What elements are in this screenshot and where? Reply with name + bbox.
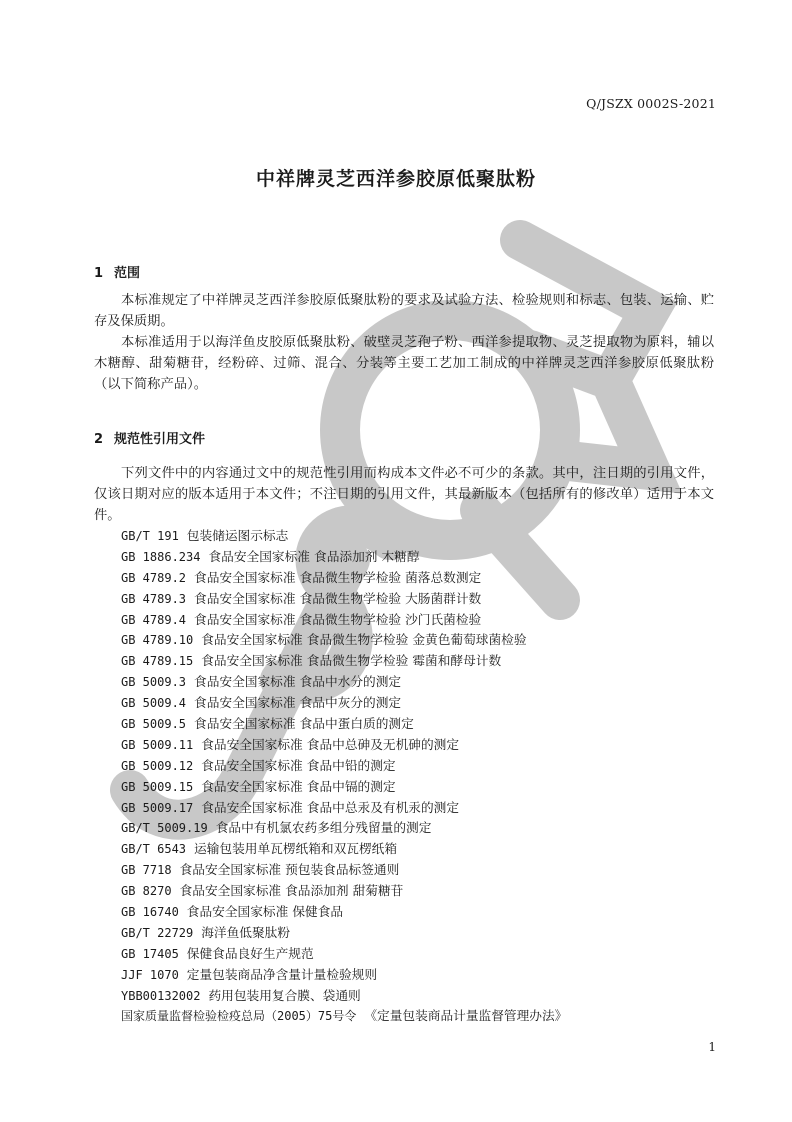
reference-code: GB 17405 [121, 946, 179, 961]
section-number: 1 [94, 266, 104, 281]
reference-code: GB/T 191 [121, 529, 179, 543]
reference-item [121, 839, 567, 860]
reference-title: 食品安全国家标准 食品中镉的测定 [201, 778, 396, 794]
reference-title: 食品安全国家标准 食品微生物学检验 菌落总数测定 [194, 569, 482, 585]
document-title: 中祥牌灵芝西洋参胶原低聚肽粉 [255, 168, 536, 190]
reference-item [121, 798, 567, 819]
reference-item [121, 610, 567, 631]
reference-code: GB 5009.3 [121, 675, 187, 690]
reference-title: 食品安全国家标准 食品添加剂 甜菊糖苷 [179, 883, 404, 899]
reference-title: 食品安全国家标准 食品微生物学检验 大肠菌群计数 [194, 590, 482, 606]
reference-code: 国家质量监督检验检疫总局（2005）75号令 [121, 1009, 357, 1024]
reference-code: GB/T 5009.19 [121, 821, 208, 836]
reference-title: 食品中有机氯农药多组分残留量的测定 [215, 820, 432, 836]
reference-code: JJF 1070 [121, 967, 179, 982]
reference-item [121, 902, 567, 923]
reference-item [121, 944, 567, 965]
reference-title: 食品安全国家标准 食品微生物学检验 金黄色葡萄球菌检验 [201, 632, 527, 648]
section-2-heading [94, 428, 205, 447]
reference-item [121, 630, 567, 651]
reference-title: 保健食品良好生产规范 [186, 945, 314, 961]
reference-item [121, 965, 567, 986]
reference-code: GB 5009.12 [121, 758, 194, 773]
reference-title: 食品安全国家标准 食品微生物学检验 沙门氏菌检验 [194, 611, 482, 627]
reference-item [121, 1006, 567, 1027]
section-1-heading [94, 262, 140, 281]
reference-item [121, 526, 567, 547]
reference-title: 药用包装用复合膜、袋通则 [208, 987, 361, 1003]
reference-code: GB 4789.10 [121, 633, 194, 648]
reference-item [121, 735, 567, 756]
reference-item [121, 589, 567, 610]
reference-title: 食品安全国家标准 保健食品 [186, 904, 344, 920]
section-title: 规范性引用文件 [114, 432, 206, 447]
reference-title: 《定量包装商品计量监督管理办法》 [364, 1008, 568, 1024]
section-1-paragraph-1: 本标准规定了中祥牌灵芝西洋参胶原低聚肽粉的要求及试验方法、检验规则和标志、包装、运输、贮存及保质期。 [94, 293, 714, 329]
reference-title: 食品安全国家标准 食品中水分的测定 [194, 674, 402, 690]
reference-item [121, 881, 567, 902]
reference-title: 食品安全国家标准 食品微生物学检验 霉菌和酵母计数 [201, 653, 502, 669]
page-number: 1 [708, 1040, 716, 1054]
section-1-paragraph-2: 本标准适用于以海洋鱼皮胶原低聚肽粉、破壁灵芝孢子粉、西洋参提取物、灵芝提取物为原料，辅以木糖醇、甜菊糖苷，经粉碎、过筛、混合、分装等主要工艺加工制成的中祥牌灵芝西洋参胶原低聚肽粉（以下简称产品）。 [94, 335, 714, 392]
reference-title: 运输包装用单瓦楞纸箱和双瓦楞纸箱 [194, 841, 398, 857]
reference-list [121, 526, 567, 1027]
reference-title: 食品安全国家标准 食品中铅的测定 [201, 757, 396, 773]
reference-item [121, 756, 567, 777]
reference-code: GB 4789.4 [121, 612, 187, 627]
reference-code: GB 8270 [121, 884, 172, 899]
reference-item [121, 777, 567, 798]
reference-item [121, 714, 567, 735]
reference-title: 食品安全国家标准 食品中蛋白质的测定 [194, 716, 414, 732]
standard-code: Q/JSZX 0002S-2021 [586, 96, 716, 111]
reference-item [121, 818, 567, 839]
reference-title: 食品安全国家标准 食品中总砷及无机砷的测定 [201, 736, 460, 752]
reference-item [121, 986, 567, 1007]
reference-code: GB 4789.15 [121, 654, 194, 669]
reference-title: 包装储运图示标志 [186, 528, 289, 543]
reference-code: GB 1886.234 [121, 549, 201, 564]
reference-title: 海洋鱼低聚肽粉 [201, 924, 291, 940]
reference-code: GB 16740 [121, 905, 179, 920]
reference-title: 食品安全国家标准 食品中总汞及有机汞的测定 [201, 799, 460, 815]
section-2-paragraph-1: 下列文件中的内容通过文中的规范性引用而构成本文件必不可少的条款。其中，注日期的引用文件，仅该日期对应的版本适用于本文件；不注日期的引用文件，其最新版本（包括所有的修改单）适用于本文件。 [94, 466, 714, 523]
reference-code: GB/T 6543 [121, 842, 187, 857]
reference-item [121, 923, 567, 944]
reference-item [121, 547, 567, 568]
reference-title: 定量包装商品净含量计量检验规则 [186, 966, 378, 982]
reference-code: GB 5009.5 [121, 717, 187, 732]
section-title: 范围 [114, 266, 141, 281]
reference-item [121, 651, 567, 672]
reference-item [121, 693, 567, 714]
reference-code: GB 4789.2 [121, 570, 187, 585]
reference-code: GB 5009.17 [121, 800, 194, 815]
reference-code: GB 5009.11 [121, 737, 194, 752]
reference-code: GB 7718 [121, 863, 172, 878]
reference-title: 食品安全国家标准 食品添加剂 木糖醇 [208, 548, 420, 564]
reference-code: GB 5009.15 [121, 779, 194, 794]
reference-item [121, 568, 567, 589]
section-number: 2 [94, 432, 104, 447]
reference-code: GB/T 22729 [121, 925, 194, 940]
reference-item [121, 672, 567, 693]
reference-code: GB 5009.4 [121, 696, 187, 711]
reference-title: 食品安全国家标准 食品中灰分的测定 [194, 695, 402, 711]
reference-title: 食品安全国家标准 预包装食品标签通则 [179, 862, 400, 878]
reference-item [121, 860, 567, 881]
reference-code: YBB00132002 [121, 988, 201, 1003]
reference-code: GB 4789.3 [121, 591, 187, 606]
